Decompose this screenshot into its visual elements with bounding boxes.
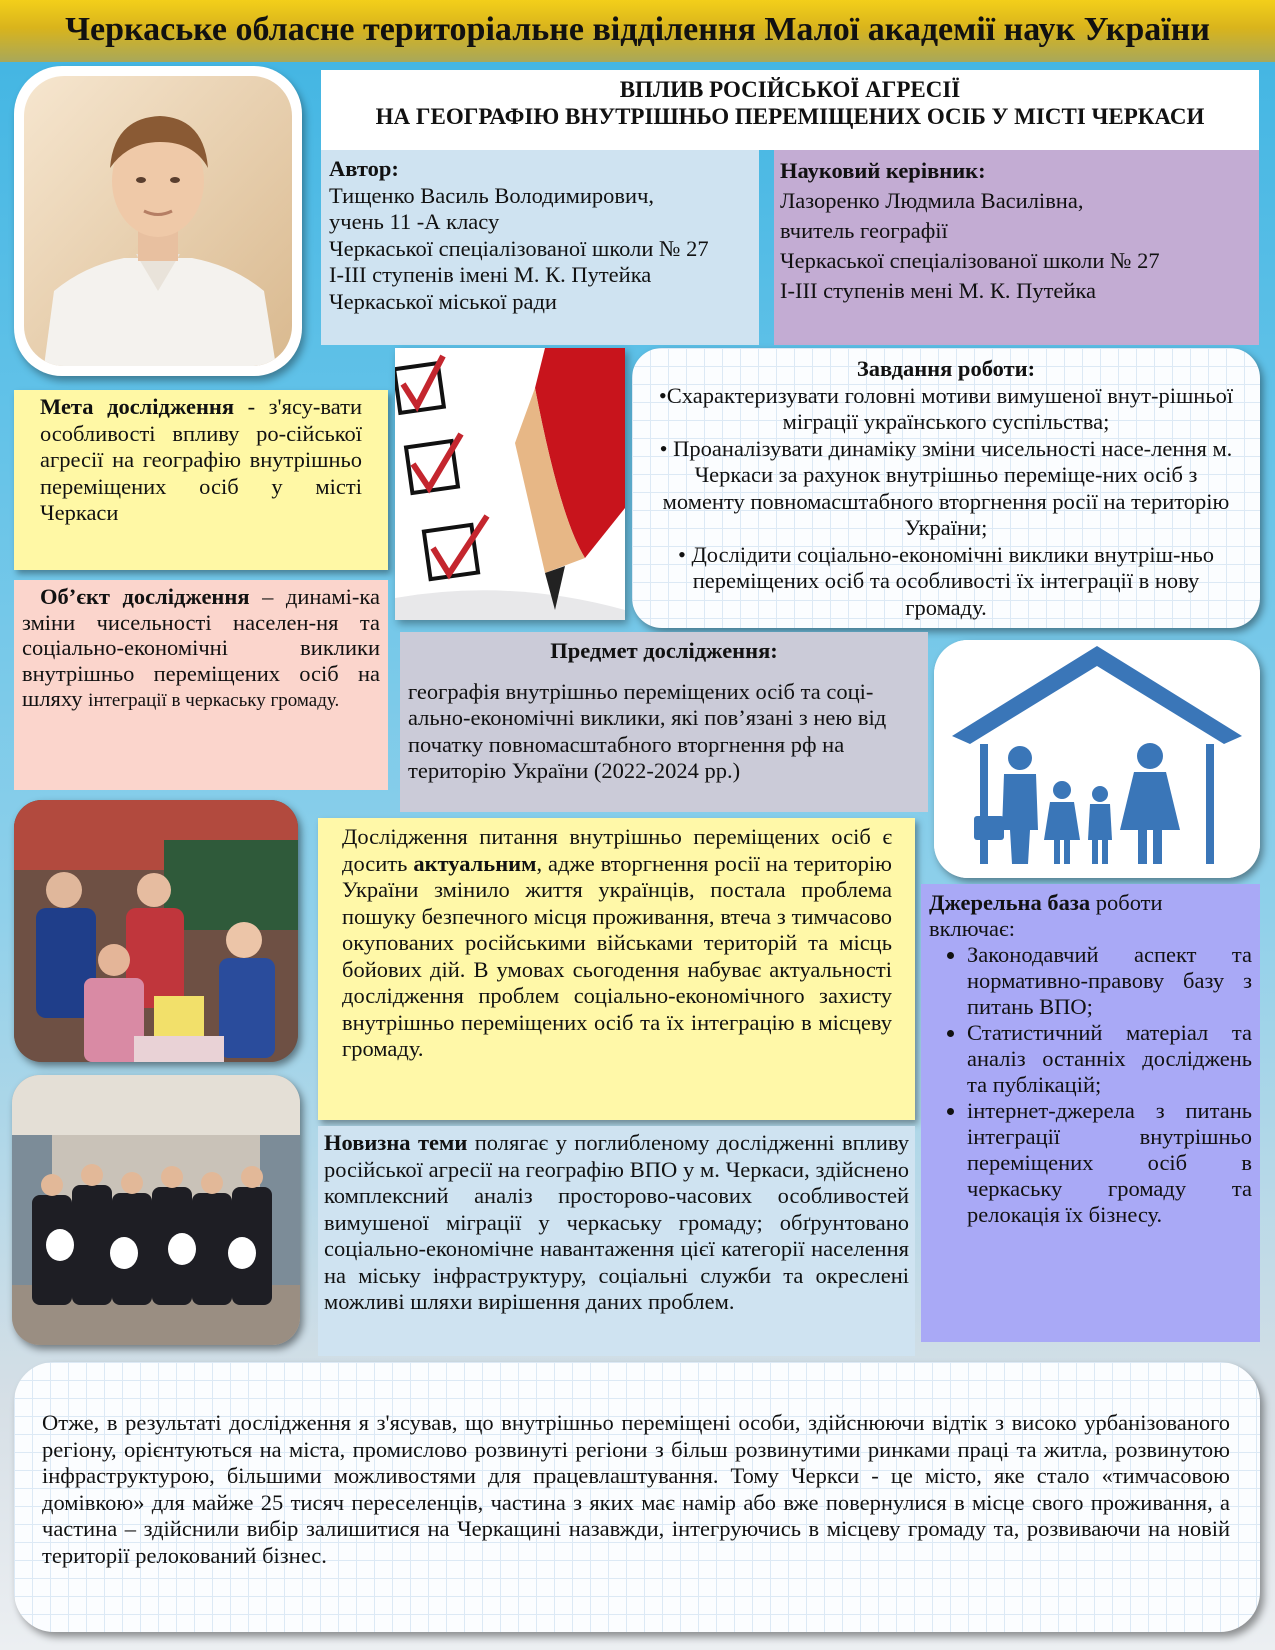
research-goal bbox=[14, 390, 388, 570]
supervisor-school-level: І-ІІІ ступенів мені М. К. Путейка bbox=[780, 278, 1097, 303]
author-name: Тищенко Василь Володимирович, bbox=[329, 182, 655, 208]
supervisor-heading: Науковий керівник: bbox=[780, 158, 986, 183]
subject-heading: Предмет дослідження: bbox=[550, 638, 778, 663]
task-item: •Схарактеризувати головні мотиви вимушеної внут-рішньої міграції українського суспільства; bbox=[658, 382, 1234, 434]
source-item: • Статистичний матеріал та аналіз останніх досліджень та публікацій; bbox=[967, 1020, 1252, 1098]
conclusion-text: Отже, в результаті дослідження я з'ясував, що внутрішньо переміщені особи, здійснюючи відтік з високо урбанізованого регіону, орієнтуються на міста, промислово розвинуті регіони з більш розвинутими ринками праці та житла, розвинутою інфраструктурою, більшими можливостями для працевлаштування. Тому Черкси - це місто, яке стало «тимчасовою домівкою» для майже 25 тисяч переселенців, частина з яких має намір або вже повернулися в місце свого проживання, а частина – здійснили вибір залишитися на Черкащині назавжди, інтегруючись в місцеву громаду та, розвиваючи на новій території релокований бізнес. bbox=[42, 1410, 1230, 1568]
object-text: – динамі-ка зміни чисельності населен-ня та соціально-економічні виклики внутрішньо переміщених осіб на шляху bbox=[22, 584, 380, 711]
task-item: • Дослідити соціально-економічні виклики внутріш-ньо переміщених осіб та особливості їх інтеграції в нову громаду. bbox=[677, 541, 1215, 620]
relevance-text-before: Дослідження питання внутрішньо переміщених осіб є досить bbox=[342, 824, 892, 876]
goal-label: Мета дослідження bbox=[40, 394, 235, 419]
page-header bbox=[0, 0, 1275, 62]
conclusion bbox=[14, 1362, 1260, 1632]
topic-novelty bbox=[318, 1126, 915, 1356]
sources-list bbox=[929, 942, 1252, 1228]
supervisor-name: Лазоренко Людмила Василівна, bbox=[780, 188, 1084, 213]
sources-intro: роботи включає: bbox=[929, 890, 1163, 941]
poster-title bbox=[321, 70, 1259, 150]
volunteers-photo bbox=[14, 800, 298, 1062]
poster-title-line1: ВПЛИВ РОСІЙСЬКОЇ АГРЕСІЇ bbox=[619, 77, 961, 102]
source-base bbox=[921, 884, 1260, 1342]
author-school: Черкаської спеціалізованої школи № 27 bbox=[329, 235, 709, 261]
supervisor-school: Черкаської спеціалізованої школи № 27 bbox=[780, 248, 1160, 273]
author-school-level: І-ІІІ ступенів імені М. К. Путейка bbox=[329, 262, 652, 287]
goal-text: - з'ясу-вати особливості впливу ро-сійської агресії на географію внутрішньо переміщених осіб у місті Черкаси bbox=[40, 394, 362, 525]
subject-text: географія внутрішньо переміщених осіб та соці-ально-економічні виклики, які пов’язані з нею від початку повномасштабного вторгнення рф на територію України (2022-2024 рр.) bbox=[408, 678, 887, 783]
research-subject bbox=[400, 632, 928, 812]
object-label: Об’єкт дослідження bbox=[40, 584, 250, 609]
author-portrait bbox=[14, 66, 302, 376]
author-class: учень 11 -А класу bbox=[329, 209, 500, 234]
author-info bbox=[321, 150, 759, 345]
object-small-text: інтеграції в черкаську громаду. bbox=[88, 690, 340, 711]
supervisor-role: вчитель географії bbox=[780, 218, 948, 243]
author-council: Черкаської міської ради bbox=[329, 288, 557, 314]
page-header-title: Черкаське обласне територіальне відділення Малої академії наук України bbox=[65, 11, 1210, 48]
family-house-icon bbox=[934, 640, 1260, 878]
topic-relevance bbox=[318, 818, 915, 1120]
sources-label: Джерельна база bbox=[929, 890, 1091, 915]
portrait-image bbox=[24, 76, 292, 366]
tasks-heading: Завдання роботи: bbox=[856, 356, 1036, 381]
source-item: • інтернет-джерела з питань інтеграції внутрішньо переміщених осіб в черкаську громаду та релокація їх бізнесу. bbox=[967, 1098, 1252, 1228]
poster-title-line2: НА ГЕОГРАФІЮ ВНУТРІШНЬО ПЕРЕМІЩЕНИХ ОСІБ У МІСТІ ЧЕРКАСИ bbox=[375, 104, 1205, 129]
checklist-pencil-icon bbox=[395, 348, 625, 620]
research-tasks bbox=[632, 348, 1260, 628]
relevance-bold: актуальним bbox=[413, 850, 537, 876]
novelty-label: Новизна теми bbox=[324, 1130, 468, 1155]
novelty-text: полягає у поглибленому дослідженні впливу російської агресії на географію ВПО у м. Черкаси, здійснено комплексний аналіз просторово-часових особливостей вимушеної міграції у черкаську громаду; обґрунтовано соціально-економічне навантаження цієї категорії населення на міську інфраструктуру, соціальні служби та окреслені можливі шляхи вирішення даних проблем. bbox=[324, 1130, 909, 1314]
author-heading: Автор: bbox=[329, 156, 399, 181]
research-object bbox=[14, 580, 388, 790]
relevance-text-after: , адже вторгнення росії на територію України змінило життя українців, постала проблема пошуку безпечного місця проживання, втеча з тимчасово окупованих російськими військами територій та місць бойових дій. В умовах сьогодення набуває актуальності дослідження проблем соціально-економічного захисту внутрішньо переміщених осіб та їх інтеграцію в місцеву громаду. bbox=[342, 850, 892, 1061]
source-item: • Законодавчий аспект та нормативно-правову базу з питань ВПО; bbox=[967, 942, 1252, 1020]
group-with-packages-photo bbox=[12, 1075, 300, 1345]
supervisor-info bbox=[774, 150, 1259, 345]
task-item: • Проаналізувати динаміку зміни чисельності насе-лення м. Черкаси за рахунок внутрішньо переміще-них осіб з моменту повномасштабного вторгнення росії на територію України; bbox=[659, 435, 1233, 540]
